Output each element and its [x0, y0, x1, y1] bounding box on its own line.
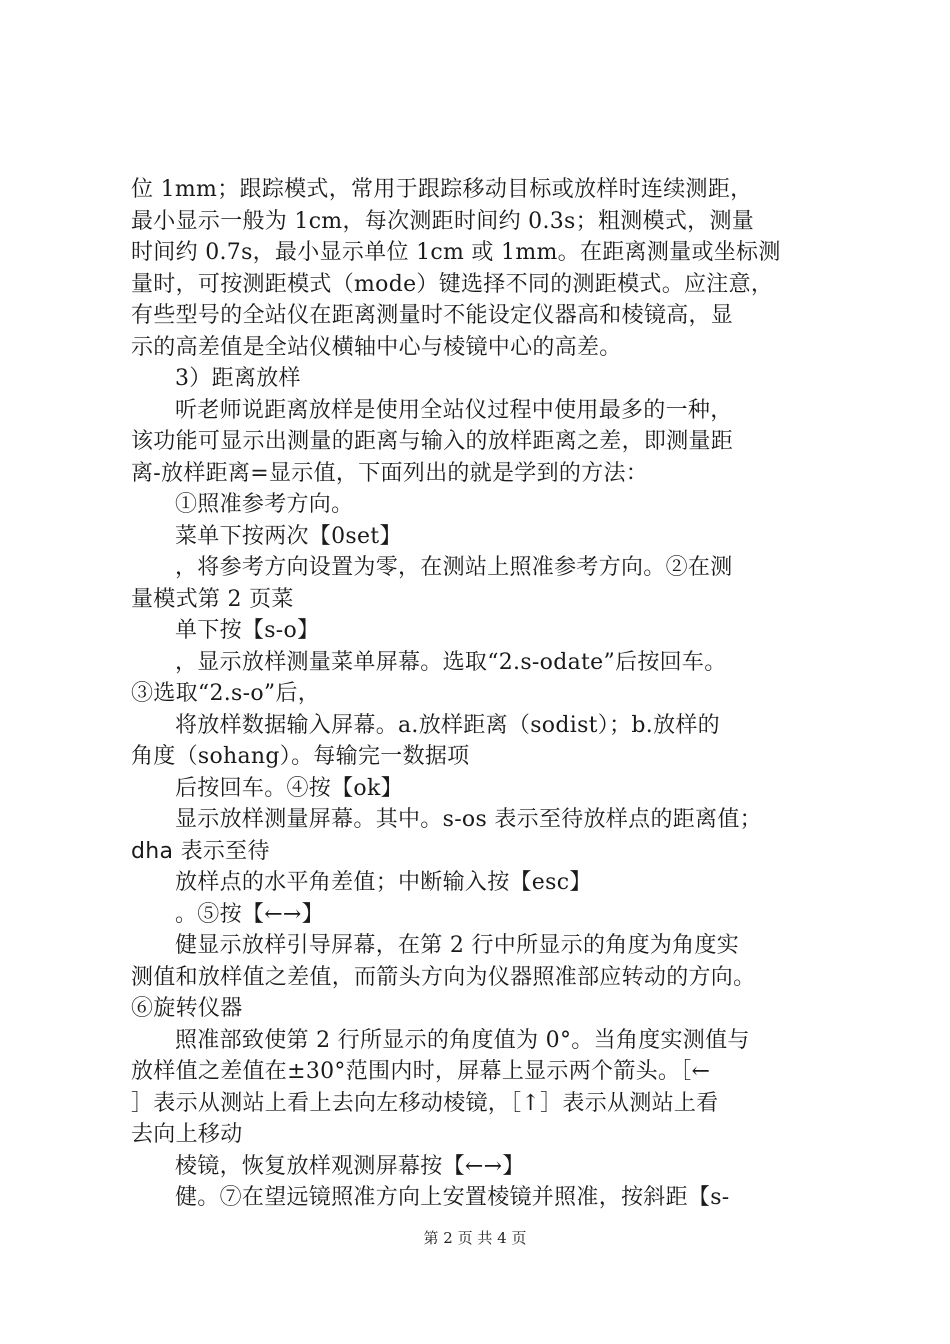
body-text	[131, 174, 831, 1214]
text-line: 照准部致使第 2 行所显示的角度值为 0°。当角度实测值与	[175, 1027, 750, 1053]
text-line: 最小显示一般为 1cm，每次测距时间约 0.3s；粗测模式，测量	[131, 208, 755, 234]
text-line: dha 表示至待	[131, 838, 270, 864]
text-line: 量时，可按测距模式（mode）键选择不同的测距模式。应注意，	[131, 271, 774, 297]
text-line: 健。⑦在望远镜照准方向上安置棱镜并照准，按斜距【s-	[175, 1185, 730, 1210]
text-line: ⑥旋转仪器	[131, 996, 243, 1021]
text-line: 时间约 0.7s，最小显示单位 1cm 或 1mm。在距离测量或坐标测	[131, 240, 781, 265]
page-footer: 第 2 页 共 4 页	[423, 1229, 527, 1247]
text-line: ①照准参考方向。	[175, 492, 354, 517]
text-line: 健显示放样引导屏幕，在第 2 行中所显示的角度为角度实	[175, 933, 740, 958]
text-line: 显示放样测量屏幕。其中。s-os 表示至待放样点的距离值；	[175, 807, 762, 832]
section-heading: 3）距离放样	[175, 366, 301, 391]
text-line: ，显示放样测量菜单屏幕。选取“2.s-odate”后按回车。	[175, 649, 727, 675]
text-line: 将放样数据输入屏幕。a.放样距离（sodist）；b.放样的	[175, 712, 720, 738]
text-line: 量模式第 2 页菜	[131, 586, 294, 612]
text-line: 去向上移动	[131, 1122, 243, 1147]
text-line: 菜单下按两次【0set】	[175, 523, 402, 549]
text-line: 。⑤按【←→】	[175, 901, 324, 927]
text-line: 放样点的水平角差值；中断输入按【esc】	[175, 870, 592, 895]
text-line: ，将参考方向设置为零，在测站上照准参考方向。②在测	[175, 555, 733, 580]
text-line: 听老师说距离放样是使用全站仪过程中使用最多的一种，	[175, 397, 733, 423]
text-line: 角度（sohang）。每输完一数据项	[131, 744, 470, 769]
text-line: 测值和放样值之差值，而箭头方向为仪器照准部应转动的方向。	[131, 964, 756, 990]
text-line: 离-放样距离=显示值，下面列出的就是学到的方法：	[131, 460, 649, 486]
text-line: 该功能可显示出测量的距离与输入的放样距离之差，即测量距	[131, 429, 734, 454]
text-line: 放样值之差值在±30°范围内时，屏幕上显示两个箭头。［←	[131, 1059, 711, 1084]
text-line: 位 1mm；跟踪模式，常用于跟踪移动目标或放样时连续测距，	[131, 177, 753, 202]
text-line: ］表示从测站上看上去向左移动棱镜，［↑］表示从测站上看	[131, 1090, 719, 1116]
text-line: 有些型号的全站仪在距离测量时不能设定仪器高和棱镜高，显	[131, 303, 734, 328]
text-line: 单下按【s-o】	[175, 618, 320, 643]
text-line: 后按回车。④按【ok】	[175, 775, 403, 801]
text-line: 示的高差值是全站仪横轴中心与棱镜中心的高差。	[131, 334, 622, 360]
text-line: 棱镜，恢复放样观测屏幕按【←→】	[175, 1153, 525, 1179]
text-line: ③选取“2.s-o”后，	[131, 681, 321, 706]
